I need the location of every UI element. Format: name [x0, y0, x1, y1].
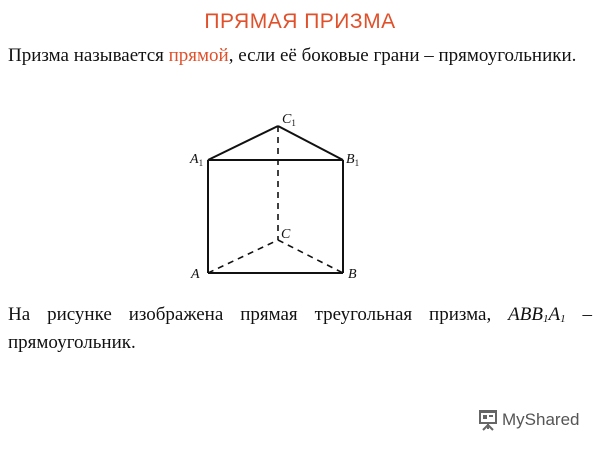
vertex-label-a1: $A_1$: [190, 152, 204, 168]
presentation-board-icon: [478, 409, 498, 431]
edge-c1-b1: [278, 126, 343, 160]
vertex-label-c1: $C_1$: [282, 112, 296, 128]
vertex-label-c: C: [281, 227, 291, 242]
vertex-label-a: A: [191, 267, 200, 282]
vertex-label-b: B: [348, 267, 357, 282]
definition-text-end: , если её боковые грани – прямоугольники.: [228, 45, 577, 66]
definition-text-start: Призма называется: [8, 45, 169, 66]
solid-edges: [208, 126, 343, 273]
vertex-label-b1: $B_1$: [346, 152, 360, 168]
edge-a-c: [208, 240, 278, 273]
edge-c-b: [278, 240, 343, 273]
description-text-start: На рисунке изображена прямая треугольная призма,: [8, 304, 509, 325]
hidden-edges: [208, 126, 343, 273]
description-text-end: – прямоугольник.: [8, 304, 592, 353]
highlighted-term: прямой: [168, 45, 229, 66]
edge-a1-c1: [208, 126, 278, 160]
page-title: ПРЯМАЯ ПРИЗМА: [204, 10, 396, 33]
prism-name: $ABB_1A_1$: [508, 304, 566, 325]
description-paragraph: [8, 303, 592, 355]
myshared-logo: [478, 408, 579, 432]
logo-text: MyShared: [502, 410, 580, 429]
